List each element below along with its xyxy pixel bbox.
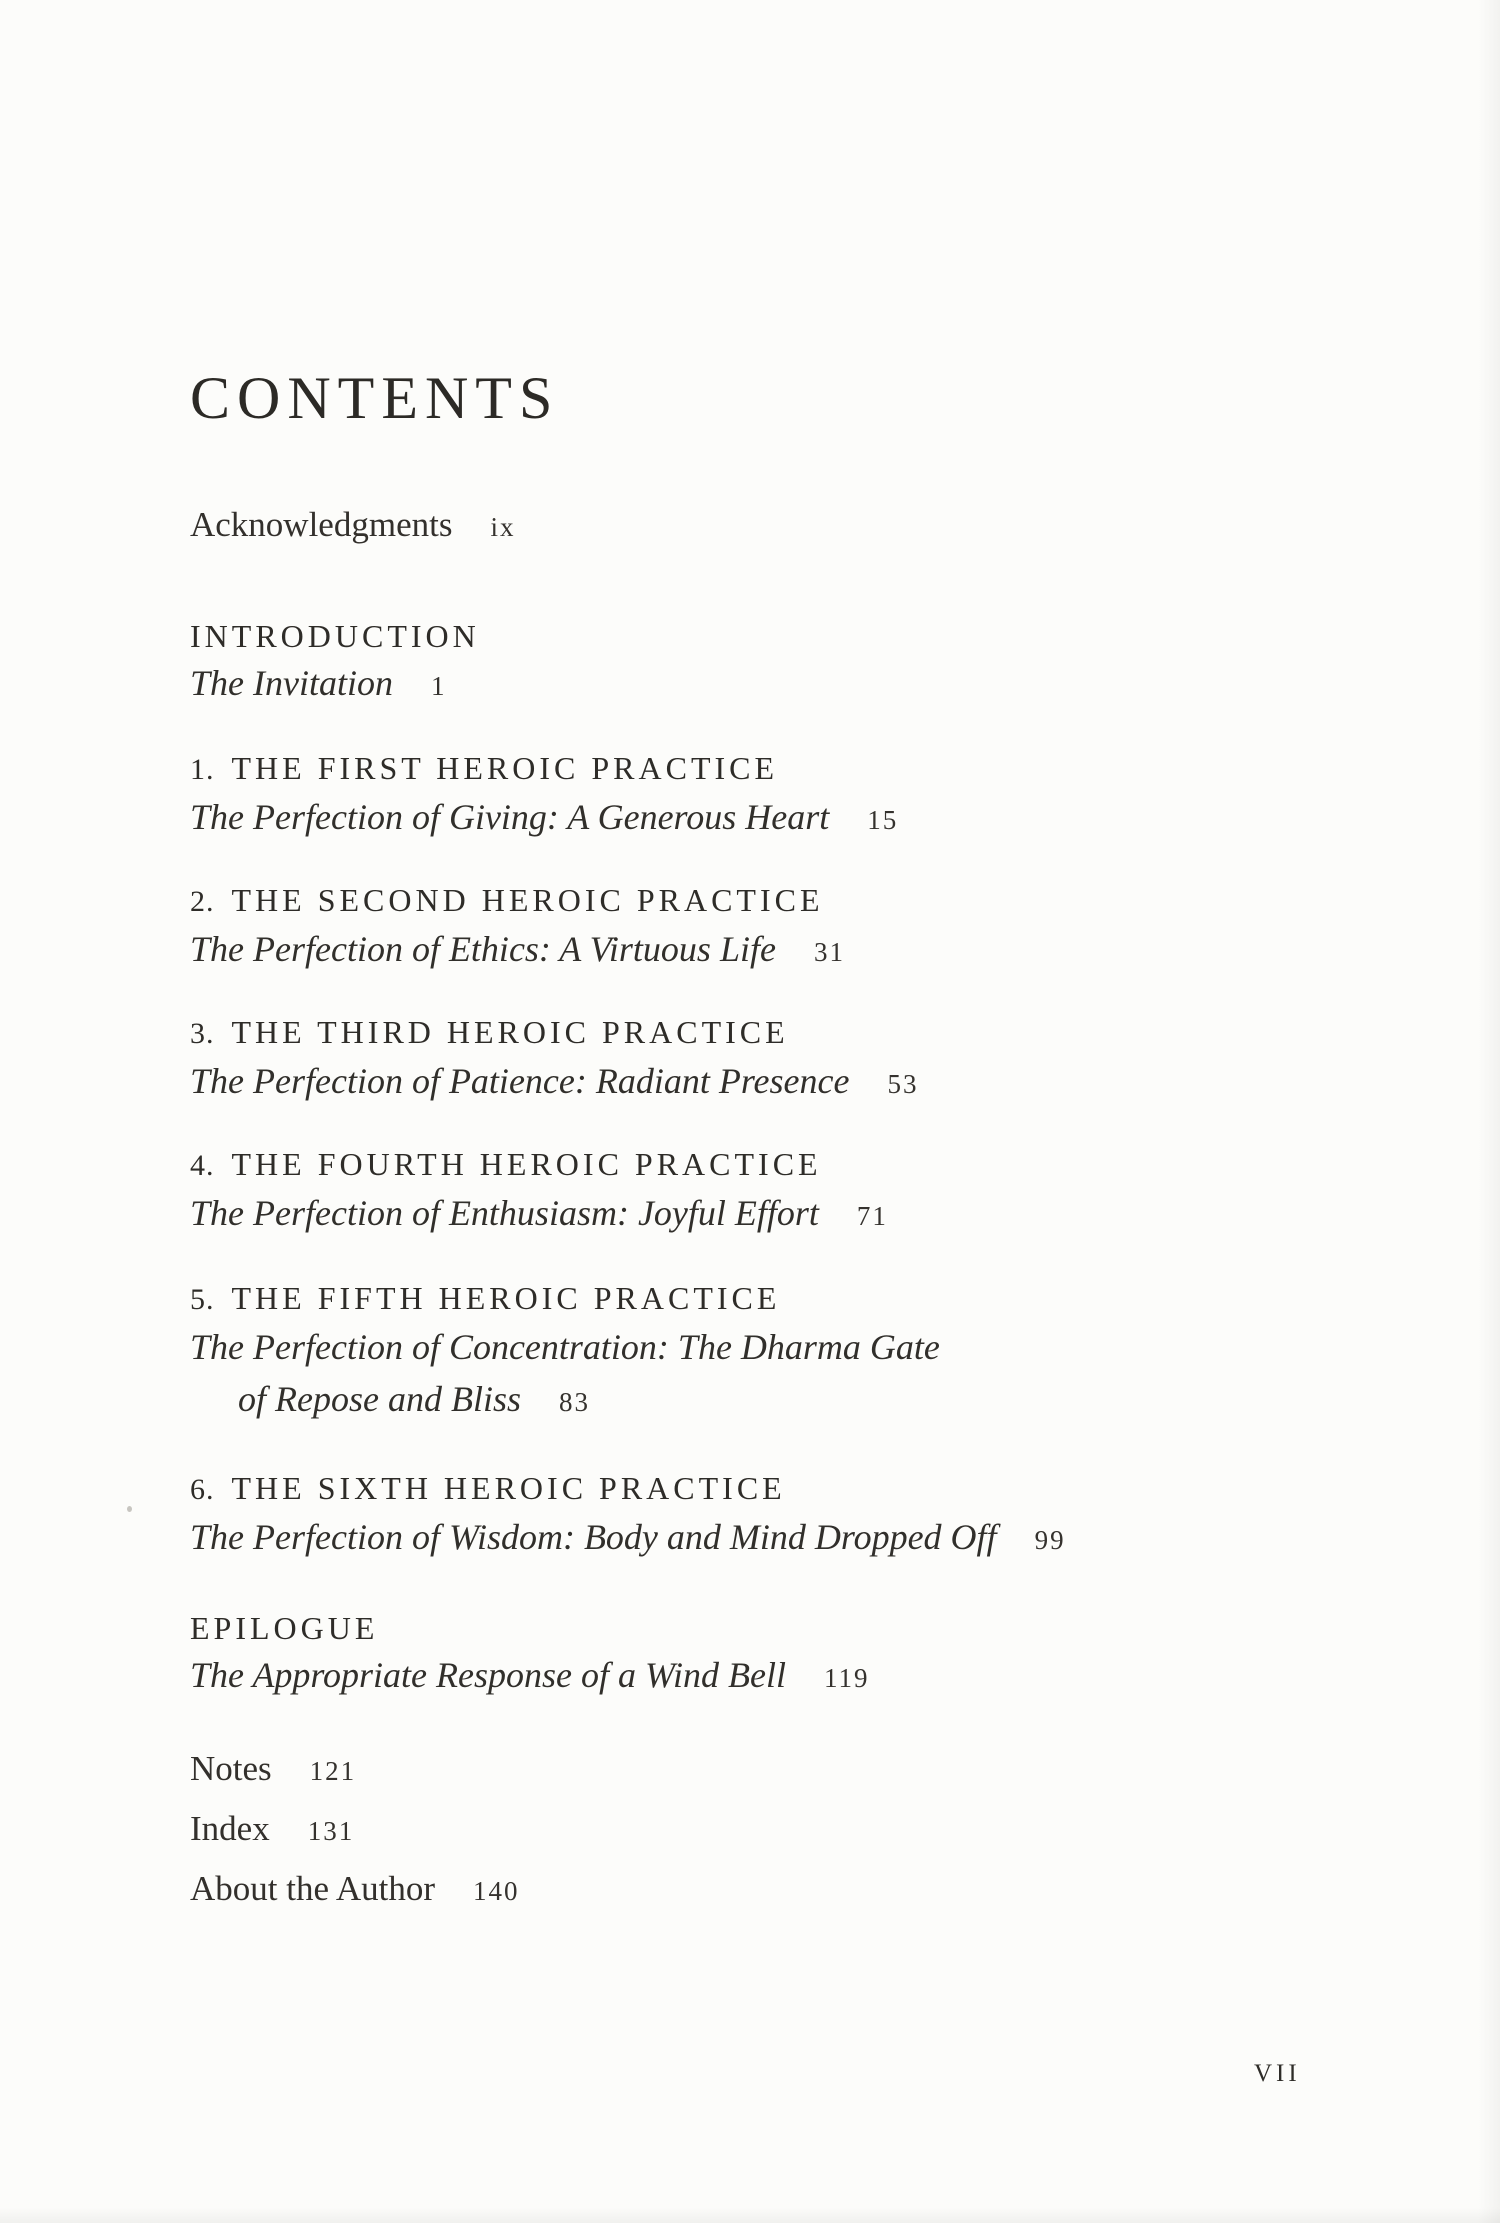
section-subtitle-continued: of Repose and Bliss (238, 1379, 521, 1419)
entry-label: About the Author (190, 1869, 435, 1908)
section-heading: THE FIRST HEROIC PRACTICE (231, 750, 779, 786)
toc-section-1 (190, 750, 898, 842)
scan-edge-shade-bottom (0, 2207, 1500, 2223)
section-heading: INTRODUCTION (190, 618, 480, 654)
section-subtitle: The Invitation (190, 663, 393, 703)
section-page-number: 31 (813, 937, 845, 967)
scan-artifact-speck (127, 1506, 132, 1512)
toc-section-6 (190, 1470, 1066, 1562)
section-subtitle: The Perfection of Ethics: A Virtuous Life (190, 929, 776, 969)
section-heading: EPILOGUE (190, 1610, 379, 1646)
section-number: 5. (190, 1283, 215, 1316)
section-page-number: 119 (823, 1663, 870, 1693)
section-heading: THE FOURTH HEROIC PRACTICE (231, 1146, 822, 1182)
toc-entry-notes (190, 1742, 519, 1802)
entry-page-number: 140 (472, 1876, 520, 1906)
section-page-number: 15 (867, 805, 899, 835)
toc-section-introduction (190, 618, 480, 708)
entry-label: Acknowledgments (190, 505, 453, 544)
toc-back-matter (190, 1742, 519, 1922)
section-page-number: 83 (558, 1387, 590, 1417)
section-number: 1. (190, 753, 215, 786)
section-page-number: 99 (1034, 1525, 1066, 1555)
entry-page-number: ix (490, 512, 516, 542)
toc-section-2 (190, 882, 845, 974)
entry-page-number: 121 (309, 1756, 357, 1786)
toc-entry-index (190, 1802, 519, 1862)
section-subtitle: The Appropriate Response of a Wind Bell (190, 1655, 786, 1695)
section-page-number: 53 (887, 1069, 919, 1099)
toc-section-epilogue (190, 1610, 869, 1700)
section-heading: THE SECOND HEROIC PRACTICE (231, 882, 824, 918)
entry-page-number: 131 (307, 1816, 355, 1846)
section-heading: THE FIFTH HEROIC PRACTICE (231, 1280, 781, 1316)
section-number: 2. (190, 885, 215, 918)
folio-page-number: VII (1254, 2060, 1301, 2087)
section-heading: THE THIRD HEROIC PRACTICE (231, 1014, 789, 1050)
section-page-number: 71 (856, 1201, 888, 1231)
toc-entry-about-the-author (190, 1862, 519, 1922)
entry-label: Index (190, 1809, 270, 1848)
entry-label: Notes (190, 1749, 272, 1788)
section-page-number: 1 (430, 671, 447, 701)
toc-section-5 (190, 1280, 940, 1424)
toc-entry-acknowledgments (190, 505, 515, 545)
section-number: 3. (190, 1017, 215, 1050)
page-title: CONTENTS (190, 365, 560, 432)
section-subtitle: The Perfection of Giving: A Generous Heart (190, 797, 830, 837)
toc-section-3 (190, 1014, 918, 1106)
section-number: 6. (190, 1473, 215, 1506)
section-subtitle: The Perfection of Wisdom: Body and Mind Dropped Off (190, 1517, 997, 1557)
section-heading: THE SIXTH HEROIC PRACTICE (231, 1470, 786, 1506)
section-number: 4. (190, 1149, 215, 1182)
toc-section-4 (190, 1146, 888, 1238)
section-subtitle: The Perfection of Enthusiasm: Joyful Effort (190, 1193, 819, 1233)
section-subtitle: The Perfection of Concentration: The Dharma Gate (190, 1327, 940, 1367)
scan-edge-shade-right (1478, 0, 1500, 2223)
section-subtitle: The Perfection of Patience: Radiant Presence (190, 1061, 850, 1101)
